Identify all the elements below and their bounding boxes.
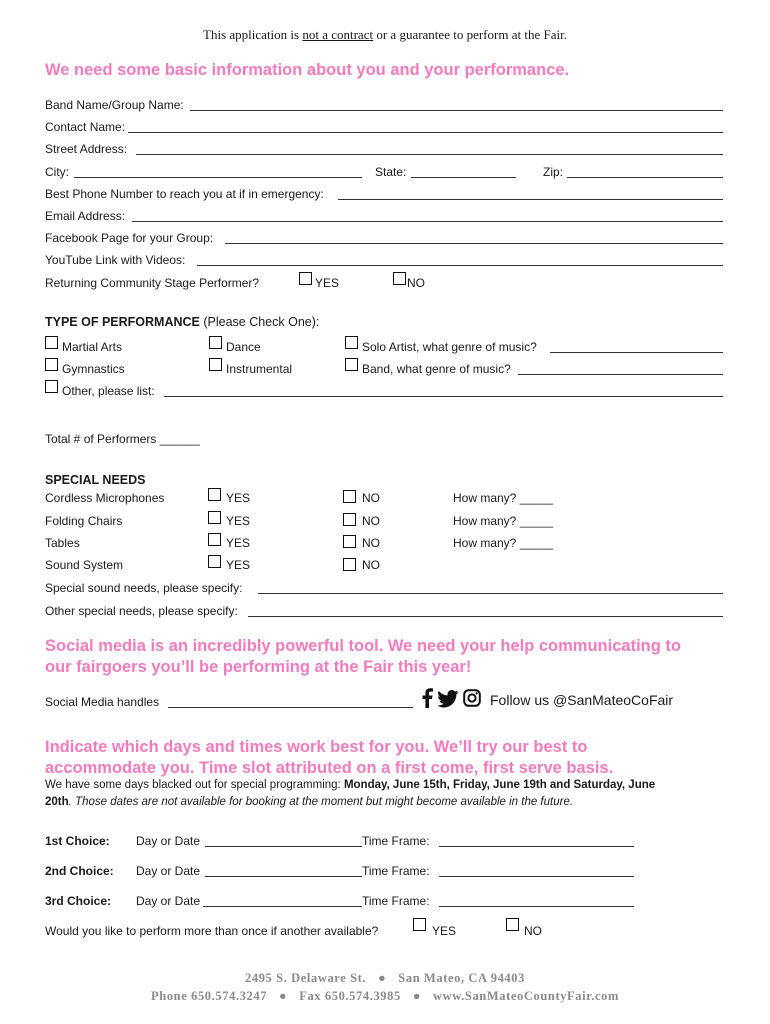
yes-label: YES — [226, 491, 251, 505]
solo-genre-field[interactable] — [550, 352, 723, 353]
microphones-yes-checkbox[interactable] — [208, 488, 221, 501]
microphones-how-many[interactable]: How many? _____ — [453, 491, 554, 505]
state-label: State: — [375, 165, 407, 179]
bullet-icon: ● — [279, 989, 288, 1003]
twitter-icon[interactable] — [437, 690, 459, 708]
state-field[interactable] — [411, 177, 516, 178]
no-label: NO — [362, 536, 380, 550]
email-field[interactable] — [132, 221, 723, 222]
perform-more-no-label: NO — [524, 924, 542, 938]
band-label: Band, what genre of music? — [362, 362, 511, 376]
blackout-note-line1: We have some days blacked out for special programming: Monday, June 15th, Friday, June 19th and Saturday, June — [45, 779, 656, 791]
tables-how-many[interactable]: How many? _____ — [453, 536, 554, 550]
youtube-label: YouTube Link with Videos: — [45, 253, 186, 267]
footer-city: San Mateo, CA 94403 — [398, 971, 525, 985]
returning-yes-checkbox[interactable] — [299, 272, 312, 285]
perform-more-label: Would you like to perform more than once if another available? — [45, 924, 379, 938]
perform-more-no-checkbox[interactable] — [506, 918, 519, 931]
social-handles-field[interactable] — [168, 707, 413, 708]
band-checkbox[interactable] — [345, 358, 358, 371]
dance-checkbox[interactable] — [209, 336, 222, 349]
phone-field[interactable] — [338, 199, 723, 200]
footer-phone: Phone 650.574.3247 — [151, 989, 268, 1003]
tables-yes-checkbox[interactable] — [208, 533, 221, 546]
email-label: Email Address: — [45, 209, 126, 223]
contact-name-label: Contact Name: — [45, 120, 126, 134]
phone-label: Best Phone Number to reach you at if in emergency: — [45, 187, 324, 201]
day-or-date-label: Day or Date — [136, 894, 201, 908]
instagram-icon[interactable] — [463, 689, 481, 707]
contact-name-field[interactable] — [128, 132, 723, 133]
returning-label: Returning Community Stage Performer? — [45, 276, 260, 290]
street-address-field[interactable] — [136, 154, 723, 155]
blackout-note-line2: 20th. Those dates are not available for booking at the moment but might become available in the future. — [45, 796, 574, 808]
special-needs-item-label: Folding Chairs — [45, 514, 123, 528]
sound-needs-field[interactable] — [258, 593, 723, 594]
schedule-heading-line1: Indicate which days and times work best for you. We’ll try our best to — [45, 738, 588, 756]
footer-fax: Fax 650.574.3985 — [299, 989, 401, 1003]
other-label: Other, please list: — [62, 384, 155, 398]
youtube-field[interactable] — [197, 265, 723, 266]
yes-label: YES — [226, 558, 251, 572]
martial-arts-label: Martial Arts — [62, 340, 123, 354]
social-heading-line2: our fairgoers you’ll be performing at the Fair this year! — [45, 658, 472, 676]
day-or-date-label: Day or Date — [136, 834, 201, 848]
facebook-icon[interactable] — [421, 688, 433, 708]
choice-1-time-field[interactable] — [439, 846, 634, 847]
chairs-yes-checkbox[interactable] — [208, 511, 221, 524]
special-needs-item-label: Cordless Microphones — [45, 491, 165, 505]
zip-field[interactable] — [567, 177, 723, 178]
special-needs-item-label: Tables — [45, 536, 80, 550]
sound-system-no-checkbox[interactable] — [343, 558, 356, 571]
street-address-label: Street Address: — [45, 142, 128, 156]
choice-2-date-field[interactable] — [205, 876, 362, 877]
dance-label: Dance — [226, 340, 261, 354]
city-field[interactable] — [74, 177, 362, 178]
choice-3-date-field[interactable] — [203, 906, 362, 907]
chairs-no-checkbox[interactable] — [343, 513, 356, 526]
choice-label: 3rd Choice: — [45, 894, 112, 908]
follow-us-text: Follow us @SanMateoCoFair — [490, 692, 674, 708]
band-name-field[interactable] — [190, 110, 723, 111]
gymnastics-label: Gymnastics — [62, 362, 125, 376]
gymnastics-checkbox[interactable] — [45, 358, 58, 371]
solo-artist-checkbox[interactable] — [345, 336, 358, 349]
choice-2-time-field[interactable] — [439, 876, 634, 877]
footer-address-line — [0, 971, 770, 986]
other-field[interactable] — [164, 396, 723, 397]
choice-label: 2nd Choice: — [45, 864, 114, 878]
performance-type-heading: TYPE OF PERFORMANCE (Please Check One): — [45, 315, 320, 329]
city-label: City: — [45, 165, 69, 179]
special-needs-item-label: Sound System — [45, 558, 124, 572]
social-heading-line1: Social media is an incredibly powerful tool. We need your help communicating to — [45, 637, 681, 655]
footer-street: 2495 S. Delaware St. — [245, 971, 367, 985]
choice-1-date-field[interactable] — [205, 846, 362, 847]
basic-info-heading: We need some basic information about you and your performance. — [45, 61, 570, 79]
choice-3-time-field[interactable] — [439, 906, 634, 907]
footer-website[interactable]: www.SanMateoCountyFair.com — [432, 989, 619, 1003]
day-or-date-label: Day or Date — [136, 864, 201, 878]
band-name-label: Band Name/Group Name: — [45, 98, 184, 112]
other-checkbox[interactable] — [45, 380, 58, 393]
special-needs-heading: SPECIAL NEEDS — [45, 473, 146, 487]
band-genre-field[interactable] — [518, 374, 723, 375]
sound-needs-label: Special sound needs, please specify: — [45, 581, 243, 595]
footer-contact-line — [0, 989, 770, 1004]
perform-more-yes-label: YES — [432, 924, 457, 938]
not-a-contract-text: not a contract — [302, 27, 374, 42]
zip-label: Zip: — [543, 165, 564, 179]
facebook-label: Facebook Page for your Group: — [45, 231, 214, 245]
yes-label: YES — [226, 514, 251, 528]
martial-arts-checkbox[interactable] — [45, 336, 58, 349]
other-needs-field[interactable] — [248, 616, 723, 617]
disclaimer: This application is not a contract or a guarantee to perform at the Fair. — [203, 27, 567, 42]
other-needs-label: Other special needs, please specify: — [45, 604, 238, 618]
facebook-field[interactable] — [225, 243, 723, 244]
no-label: NO — [362, 491, 380, 505]
microphones-no-checkbox[interactable] — [343, 490, 356, 503]
returning-no-label: NO — [407, 276, 425, 290]
bullet-icon: ● — [378, 971, 387, 985]
sound-system-yes-checkbox[interactable] — [208, 555, 221, 568]
social-handles-label: Social Media handles — [45, 695, 160, 709]
solo-artist-label: Solo Artist, what genre of music? — [362, 340, 537, 354]
no-label: NO — [362, 514, 380, 528]
perform-more-yes-checkbox[interactable] — [413, 918, 426, 931]
time-frame-label: Time Frame: — [362, 864, 430, 878]
tables-no-checkbox[interactable] — [343, 535, 356, 548]
returning-yes-label: YES — [315, 276, 340, 290]
returning-no-checkbox[interactable] — [393, 272, 406, 285]
schedule-heading-line2: accommodate you. Time slot attributed on a first come, first serve basis. — [45, 759, 614, 777]
instrumental-label: Instrumental — [226, 362, 293, 376]
total-performers-label[interactable]: Total # of Performers ______ — [45, 432, 200, 446]
chairs-how-many[interactable]: How many? _____ — [453, 514, 554, 528]
time-frame-label: Time Frame: — [362, 834, 430, 848]
time-frame-label: Time Frame: — [362, 894, 430, 908]
choice-label: 1st Choice: — [45, 834, 110, 848]
instrumental-checkbox[interactable] — [209, 358, 222, 371]
no-label: NO — [362, 558, 380, 572]
bullet-icon: ● — [412, 989, 421, 1003]
yes-label: YES — [226, 536, 251, 550]
